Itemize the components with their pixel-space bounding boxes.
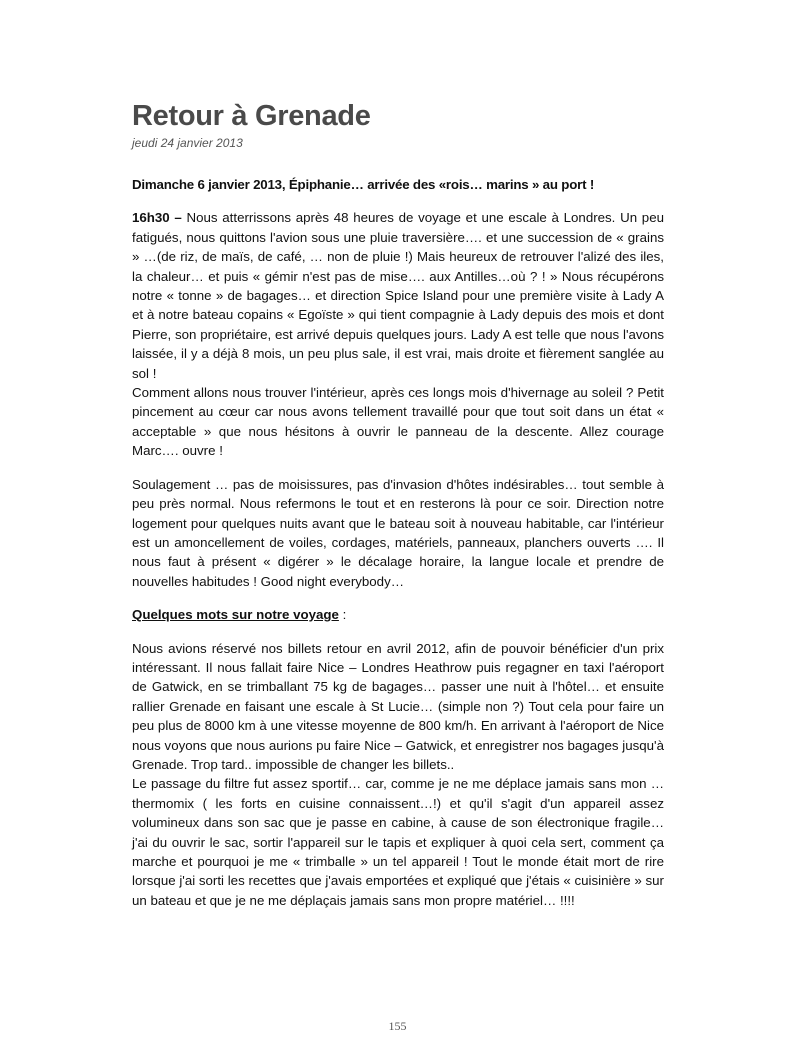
time-label: 16h30 –	[132, 210, 182, 226]
paragraph-trip	[132, 639, 664, 911]
paragraph-arrival	[132, 208, 664, 460]
section-heading: Dimanche 6 janvier 2013, Épiphanie… arrivée des «rois… marins » au port !	[132, 177, 595, 192]
subheading: Quelques mots sur notre voyage	[132, 607, 339, 623]
paragraph-interior-text: Comment allons nous trouver l'intérieur, après ces longs mois d'hivernage au soleil ? Petit pincement au cœur car nous avons tellement travaillé pour que tout soit dans un état « acceptable » que nous hésitons à ouvrir le panneau de la descente. Allez courage Marc…. ouvre !	[132, 385, 664, 459]
paragraph-arrival-text: Nous atterrissons après 48 heures de voyage et une escale à Londres. Un peu fatigués, nous quittons l'avion sous une pluie traversière…. et une succession de « grains » …(de riz, de maïs, de café, … non de pluie !) Mais heureux de retrouver l'alizé des iles, la chaleur… et puis « gémir n'est pas de mise…. aux Antilles…où ? ! » Nous récupérons notre « tonne » de bagages… et direction Spice Island pour une première visite à Lady A et à notre bateau copains « Egoïste » qui tient compagnie à Lady depuis des mois et dont Pierre, son propriétaire, est arrivé depuis quelques jours. Lady A est telle que nous l'avons laissée, il y a déjà 8 mois, un peu plus sale, il est vrai, mais droite et fièrement sanglée au sol !	[132, 210, 664, 381]
paragraph-trip-text: Nous avions réservé nos billets retour en avril 2012, afin de pouvoir bénéficier d'un prix intéressant. Il nous fallait faire Nice – Londres Heathrow puis regagner en taxi l'aéroport de Gatwick, en se trimballant 75 kg de bagages… passer une nuit à l'hôtel… et ensuite rallier Grenade en faisant une escale à St Lucie… (simple non ?) Tout cela pour faire un peu plus de 8000 km à une vitesse moyenne de 800 km/h. En arrivant à l'aéroport de Nice nous voyons que nous aurions pu faire Nice – Gatwick, et enregistrer nos bagages jusqu'à Grenade. Trop tard.. impossible de changer les billets..	[132, 640, 664, 772]
subheading-line	[132, 605, 664, 624]
article-body	[132, 175, 664, 924]
paragraph-security-text: Le passage du filtre fut assez sportif… car, comme je ne me déplace jamais sans mon … thermomix ( les forts en cuisine connaissent…!) et qu'il s'agit d'un appareil assez volumineux dans son sac que je passe en cabine, à cause de son électronique fragile… j'ai du ouvrir le sac, sortir l'appareil sur le tapis et expliquer à quoi cela sert, comment ça marche et pourquoi je me « trimballe » un tel appareil ! Tout le monde était mort de rire lorsque j'ai sorti les recettes que j'avais emportées et expliqué que j'étais « cuisinière » sur un bateau et que je ne me déplaçais jamais sans mon propre matériel… !!!!	[132, 776, 664, 908]
page-number: 155	[388, 1019, 407, 1033]
paragraph-relief: Soulagement … pas de moisissures, pas d'invasion d'hôtes indésirables… tout semble à peu près normal. Nous refermons le tout et en resterons là pour ce soir. Direction notre logement pour quelques nuits avant que le bateau soit à nouveau habitable, car l'intérieur est un amoncellement de voiles, cordages, matériels, panneaux, planchers ouverts …. Il nous faut à présent « digérer » le décalage horaire, la langue locale et prendre de nouvelles habitudes ! Good night everybody…	[132, 476, 664, 589]
page-title: Retour à Grenade	[132, 100, 371, 132]
post-date: jeudi 24 janvier 2013	[132, 136, 243, 150]
subheading-suffix: :	[338, 607, 347, 623]
